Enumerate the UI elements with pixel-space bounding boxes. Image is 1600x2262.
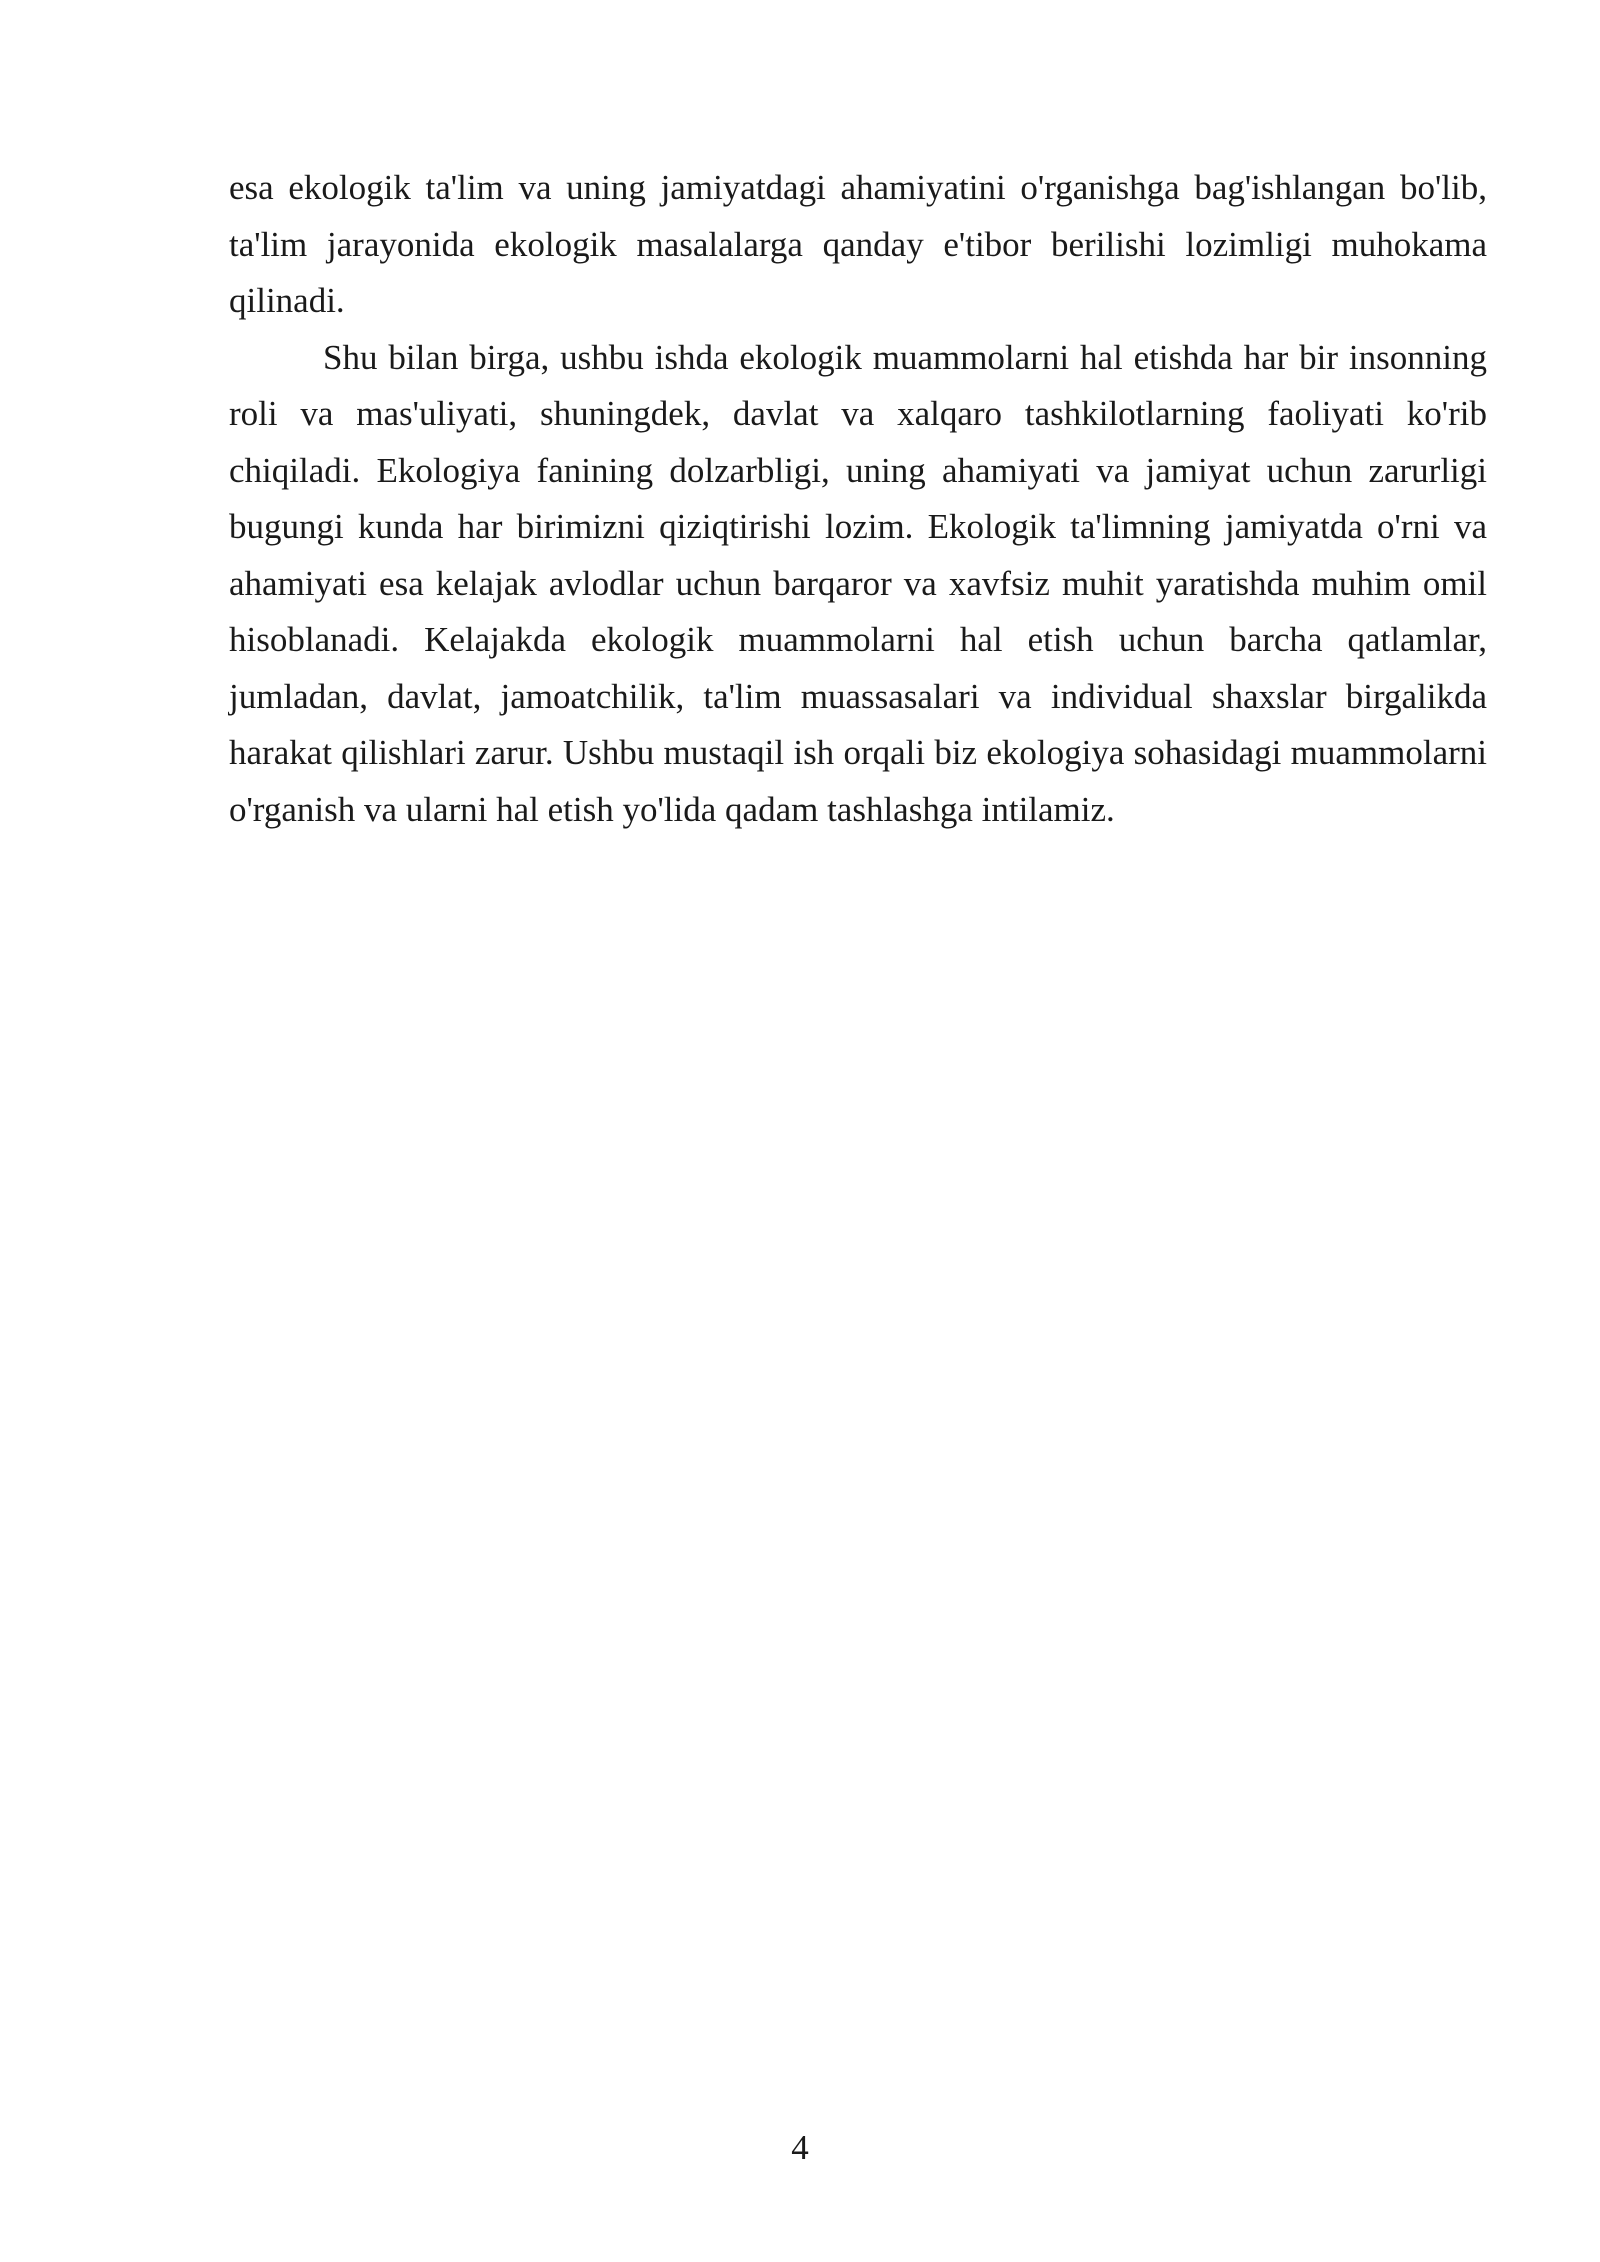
paragraph-1: esa ekologik ta'lim va uning jamiyatdagi ahamiyatini o'rganishga bag'ishlangan bo'lib, ta'lim jarayonida ekologik masalalarga qanday e'tibor berilishi lozimligi muhokama qilinadi. <box>229 168 1487 320</box>
body-text <box>229 160 1487 838</box>
page-number: 4 <box>791 2128 809 2167</box>
paragraph-2: Shu bilan birga, ushbu ishda ekologik muammolarni hal etishda har bir insonning roli va mas'uliyati, shuningdek, davlat va xalqaro tashkilotlarning faoliyati ko'rib chiqiladi. Ekologiya fanining dolzarbligi, uning ahamiyati va jamiyat uchun zarurligi bugungi kunda har birimizni qiziqtirishi lozim. Ekologik ta'limning jamiyatda o'rni va ahamiyati esa kelajak avlodlar uchun barqaror va xavfsiz muhit yaratishda muhim omil hisoblanadi. Kelajakda ekologik muammolarni hal etish uchun barcha qatlamlar, jumladan, davlat, jamoatchilik, ta'lim muassasalari va individual shaxslar birgalikda harakat qilishlari zarur. Ushbu mustaqil ish orqali biz ekologiya sohasidagi muammolarni o'rganish va ularni hal etish yo'lida qadam tashlashga intilamiz. <box>229 337 1487 829</box>
